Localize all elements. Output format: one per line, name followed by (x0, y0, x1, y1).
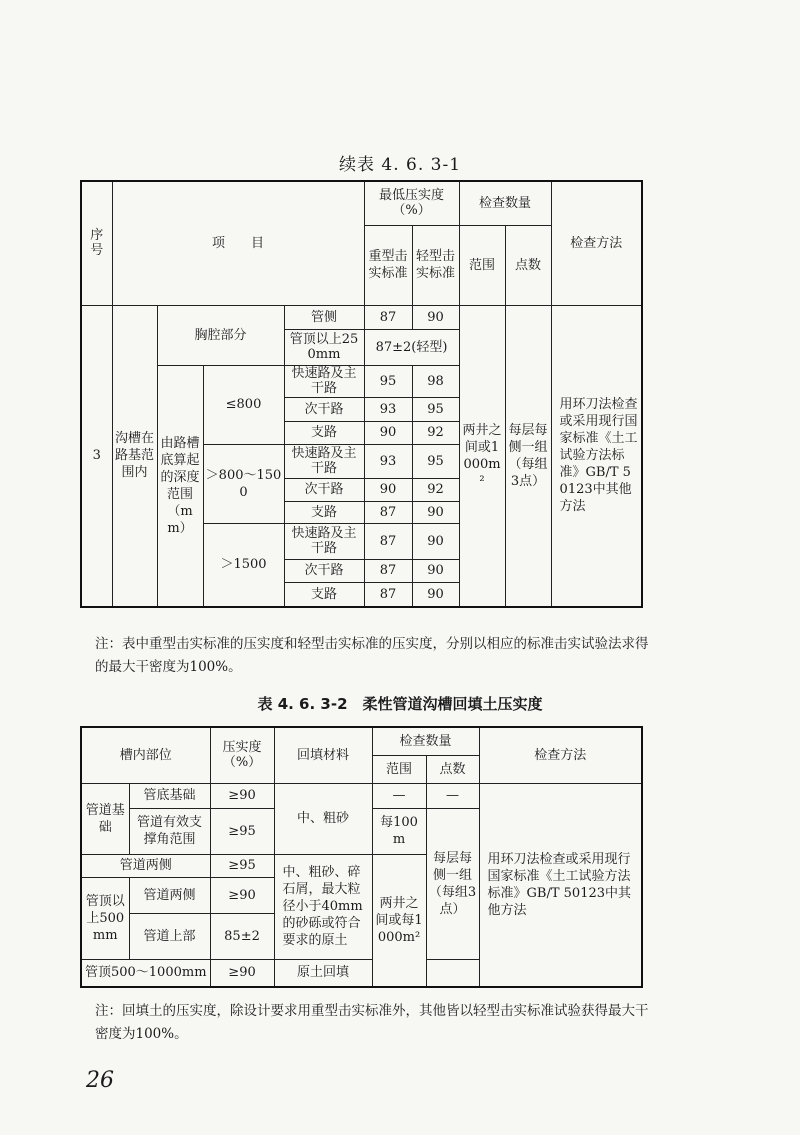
cell: 87 (364, 559, 412, 582)
top-sides: 管道两侧 (129, 877, 210, 913)
pipe-base: 管道基础 (81, 783, 129, 854)
method-value: 用环刀法检查或采用现行国家标准《土工试验方法标准》GB/T 50123中其他方法 (479, 783, 642, 987)
material-3: 原土回填 (274, 959, 372, 987)
header-range: 范围 (372, 755, 426, 783)
cell: 87 (364, 501, 412, 523)
cell: 87 (364, 305, 412, 329)
road: 支路 (284, 501, 364, 523)
cell: 90 (412, 501, 459, 523)
cell: 90 (412, 559, 459, 582)
header-min-compaction: 最低压实度（%） (364, 181, 459, 225)
cell: 90 (412, 523, 459, 559)
cell: 87 (364, 582, 412, 607)
cell: 95 (412, 397, 459, 421)
header-light: 轻型击实标准 (412, 225, 459, 305)
cell: 92 (412, 421, 459, 444)
cell: 95 (412, 444, 459, 478)
pipe-side: 管侧 (284, 305, 364, 329)
cell: ≥95 (210, 854, 274, 877)
base-bottom: 管底基础 (129, 783, 210, 808)
cell: 93 (364, 397, 412, 421)
header-inspect-qty: 检查数量 (459, 181, 551, 225)
compaction-table-2 (80, 726, 643, 988)
header-method: 检查方法 (479, 727, 642, 783)
header-points: 点数 (426, 755, 479, 783)
depth3: ＞1500 (203, 523, 284, 607)
table1-caption: 续表 4. 6. 3-1 (338, 155, 462, 175)
road: 次干路 (284, 559, 364, 582)
pipe-top: 管顶以上250mm (284, 329, 364, 365)
cell: ≥90 (210, 959, 274, 987)
cell: 90 (412, 305, 459, 329)
road: 支路 (284, 582, 364, 607)
cell: 85±2 (210, 913, 274, 959)
page-number: 26 (86, 1068, 114, 1093)
dash: — (372, 783, 426, 808)
base-support: 管道有效支撑角范围 (129, 808, 210, 854)
header-heavy: 重型击实标准 (364, 225, 412, 305)
range-value: 两井之间或1000m² (459, 305, 505, 607)
cell: 87 (364, 523, 412, 559)
material-1: 中、粗砂 (274, 783, 372, 854)
material-2: 中、粗砂、碎石屑，最大粒径小于40mm的砂砾或符合要求的原土 (274, 854, 372, 959)
header-compaction: 压实度（%） (210, 727, 274, 783)
seq-value: 3 (81, 305, 112, 607)
depth1: ≤800 (203, 365, 284, 444)
points-value: 每层每侧一组（每组3点） (505, 305, 551, 607)
cell: 93 (364, 444, 412, 478)
table2-note: 注：回填土的压实度，除设计要求用重型击实标准外，其他皆以轻型击实标准试验获得最大干密度为100%。 (95, 1003, 649, 1042)
header-part: 槽内部位 (81, 727, 210, 783)
table2-caption: 表 4. 6. 3-2 柔性管道沟槽回填土压实度 (257, 695, 543, 713)
header-item: 项 目 (112, 181, 364, 305)
road: 支路 (284, 421, 364, 444)
pipe-top-value: 87±2(轻型) (364, 329, 459, 365)
top-upper: 管道上部 (129, 913, 210, 959)
cell: 90 (364, 478, 412, 501)
header-seq: 序号 (81, 181, 112, 305)
cell: 92 (412, 478, 459, 501)
cell: 98 (412, 365, 459, 397)
cell: ≥90 (210, 783, 274, 808)
header-material: 回填材料 (274, 727, 372, 783)
road: 快速路及主干路 (284, 365, 364, 397)
road: 快速路及主干路 (284, 444, 364, 478)
method-value: 用环刀法检查或采用现行国家标准《土工试验方法标准》GB/T 50123中其他方法 (551, 305, 642, 607)
sides: 管道两侧 (81, 854, 210, 877)
header-method: 检查方法 (551, 181, 642, 305)
cell: 95 (364, 365, 412, 397)
range-per100: 每100m (372, 808, 426, 854)
cell: 90 (364, 421, 412, 444)
cell: 90 (412, 582, 459, 607)
cell: ≥90 (210, 877, 274, 913)
top-range: 管顶500～1000mm (81, 959, 210, 987)
road: 次干路 (284, 478, 364, 501)
header-range: 范围 (459, 225, 505, 305)
top500: 管顶以上500mm (81, 877, 129, 959)
header-points: 点数 (505, 225, 551, 305)
group-label: 沟槽在路基范围内 (112, 305, 157, 607)
range-value: 两井之间或每1000m² (372, 854, 426, 987)
depth-label: 由路槽底算起的深度范围（mm） (157, 365, 203, 607)
depth2: ＞800～1500 (203, 444, 284, 523)
header-inspect-qty: 检查数量 (372, 727, 479, 755)
table1-note: 注：表中重型击实标准的压实度和轻型击实标准的压实度，分别以相应的标准击实试验法求得的最大干密度为100%。 (95, 636, 649, 675)
dash: — (426, 783, 479, 808)
chest-part: 胸腔部分 (157, 305, 284, 365)
compaction-table-1 (80, 180, 643, 608)
cell: ≥95 (210, 808, 274, 854)
points-value: 每层每侧一组（每组3点） (426, 808, 479, 959)
road: 快速路及主干路 (284, 523, 364, 559)
road: 次干路 (284, 397, 364, 421)
